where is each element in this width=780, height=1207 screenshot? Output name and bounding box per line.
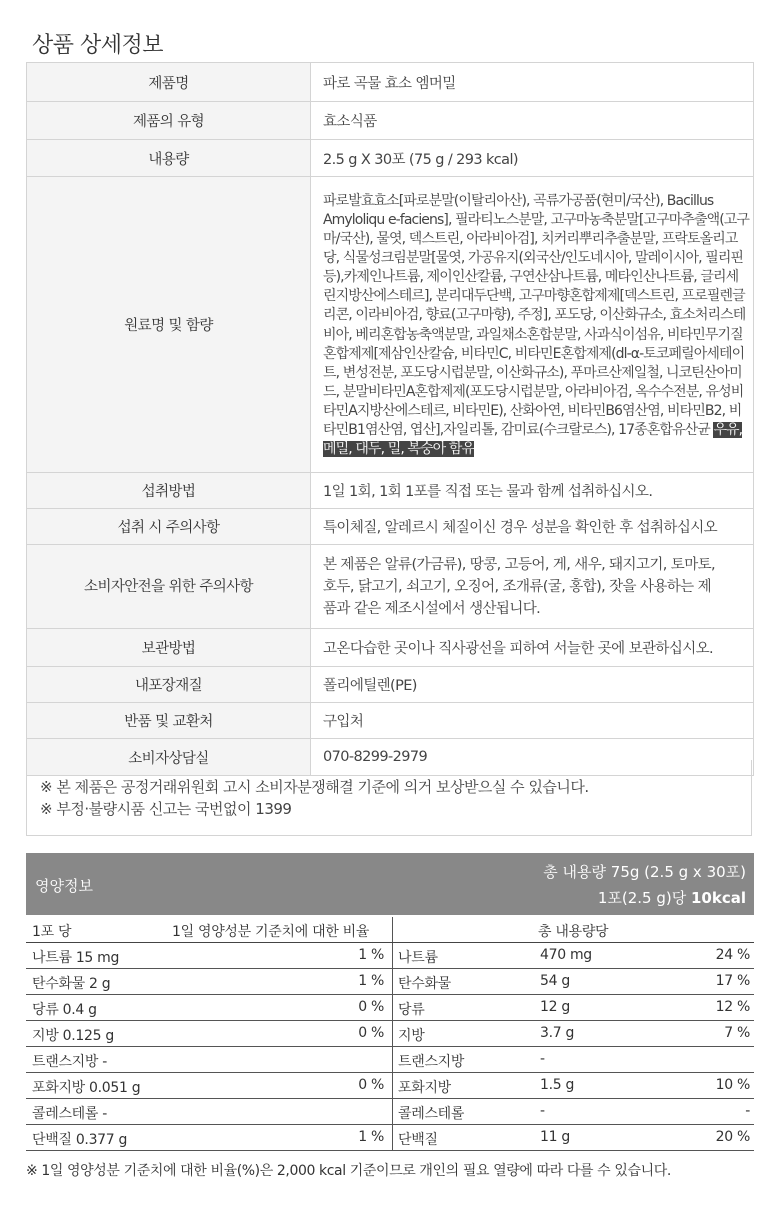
detail-row (27, 509, 754, 545)
row-label: 섭취 시 주의사항 (27, 509, 311, 545)
row-label: 제품명 (27, 63, 311, 102)
nutrition-row (26, 995, 754, 1021)
left-header-ratio: 1일 영양성분 기준치에 대한 비율 (172, 924, 370, 940)
detail-row (27, 473, 754, 509)
nutrient-amount: - (540, 1103, 545, 1119)
serving-nutrient: 탄수화물 2 g (32, 976, 111, 992)
nutrient-amount: 3.7 g (540, 1025, 575, 1041)
detail-row (27, 667, 754, 703)
nutrient-name: 트랜스지방 (398, 1054, 465, 1070)
kcal-value: 10kcal (690, 889, 746, 907)
row-value: 구입처 (311, 703, 754, 739)
detail-row (27, 102, 754, 140)
nutrient-percent: 24 % (715, 947, 750, 963)
nutrition-table (26, 917, 754, 1151)
row-value: 2.5 g X 30포 (75 g / 293 kcal) (311, 140, 754, 177)
nutrient-percent: 7 % (724, 1025, 750, 1041)
detail-row (27, 63, 754, 102)
row-label: 내포장재질 (27, 667, 311, 703)
notice-box (26, 760, 752, 836)
nutrient-name: 단백질 (398, 1132, 438, 1148)
nutrient-percent: 17 % (715, 973, 750, 989)
nutrient-name: 탄수화물 (398, 976, 451, 992)
row-label: 보관방법 (27, 629, 311, 667)
nutrition-row (26, 1099, 754, 1125)
row-label: 내용량 (27, 140, 311, 177)
nutrition-row (26, 1047, 754, 1073)
row-value: 1일 1회, 1회 1포를 직접 또는 물과 함께 섭취하십시오. (311, 473, 754, 509)
ingredients-text: 파로발효효소[파로분말(이탈리아산), 곡류가공품(현미/국산), Bacillus Amyloliqu e-faciens], 필라티노스분말, 고구마농축분말[고구마추출액(고구마/국산), 물엿, 덱스트린, 아라비아검], 치커리뿌리추출분말, 프락토올리고당, 식물성크림분말[물엿, 가공유지(외국산/인도네시아, 말레이시아, 필리핀 등),카제인나트륨, 제이인산칼륨, 구연산삼나트륨, 메타인산나트륨, 글리세린지방산에스테르], 분리대두단백, 고구마향혼합제제[덱스트린, 프로필렌글리콘, 이라비아검, 향료(고구마향), 주정], 포도당, 이산화규소, 효소처리스테비아, 베리혼합농축액분말, 과일채소혼합분말, 사과식이섬유, 비타민무기질혼합제제[제삼인산칼슘, 비타민C, 비타민E혼합제제(dl-α-토코페릴아세테이트, 변성전분, 포도당시럽분말, 이산화규소), 푸마르산제일철, 니코틴산아미드, 분말비타민A혼합제제(포도당시럽분말, 아라비아검, 옥수수전분, 유성비타민A지방산에스테르, 비타민E), 산화아연, 비타민B6염산염, 비타민B2, 비타민B1염산염, 엽산],자일리톨, 감미료(수크랄로스), 17종혼합유산균 (323, 192, 749, 438)
serving-nutrient: 나트륨 15 mg (32, 950, 120, 966)
nutrient-name: 포화지방 (398, 1080, 451, 1096)
product-detail-table (26, 62, 754, 776)
ingredients-value (311, 177, 754, 473)
row-value: 폴리에틸렌(PE) (311, 667, 754, 703)
nutrient-amount: 470 mg (540, 947, 592, 963)
row-value: 본 제품은 알류(가금류), 땅콩, 고등어, 게, 새우, 돼지고기, 토마토, 호두, 닭고기, 쇠고기, 오징어, 조개류(굴, 홍합), 잣을 사용하는 제품과 같은 제조시설에서 생산됩니다. (311, 545, 754, 629)
notice-line: ※ 본 제품은 공정거래위원회 고시 소비자분쟁해결 기준에 의거 보상받으실 수 있습니다. (40, 778, 589, 796)
serving-nutrient: 단백질 0.377 g (32, 1132, 128, 1148)
row-label: 제품의 유형 (27, 102, 311, 140)
detail-row (27, 545, 754, 629)
nutrient-amount: - (540, 1051, 545, 1067)
nutrition-row (26, 943, 754, 969)
nutrition-table-header (26, 917, 754, 943)
serving-percent: 1 % (358, 973, 384, 989)
detail-row (27, 703, 754, 739)
right-header: 총 내용량당 (538, 924, 609, 940)
detail-row (27, 177, 754, 473)
serving-percent: 1 % (358, 947, 384, 963)
nutrition-row (26, 1073, 754, 1099)
serving-nutrient: 콜레스테롤 - (32, 1106, 108, 1122)
row-value: 파로 곡물 효소 엠머밀 (311, 63, 754, 102)
nutrient-percent: 20 % (715, 1129, 750, 1145)
per-serving-text: 1포(2.5 g)당 (597, 889, 687, 907)
nutrition-rows (26, 943, 754, 1151)
detail-row (27, 140, 754, 177)
row-label: 소비자안전을 위한 주의사항 (27, 545, 311, 629)
serving-percent: 0 % (358, 999, 384, 1015)
nutrition-per-serving (598, 887, 746, 908)
nutrition-total: 총 내용량 75g (2.5 g x 30포) (543, 863, 746, 881)
serving-nutrient: 당류 0.4 g (32, 1002, 97, 1018)
serving-percent: 1 % (358, 1129, 384, 1145)
serving-percent: 0 % (358, 1077, 384, 1093)
row-value: 070-8299-2979 (311, 739, 754, 776)
nutrient-amount: 54 g (540, 973, 570, 989)
allergen-highlight: 우유, 메밀, 대두, 밀, 복숭아 함유 (323, 421, 743, 458)
serving-nutrient: 트랜스지방 - (32, 1054, 108, 1070)
nutrient-percent: - (745, 1103, 750, 1119)
serving-nutrient: 지방 0.125 g (32, 1028, 114, 1044)
nutrition-title: 영양정보 (35, 877, 93, 895)
row-label: 섭취방법 (27, 473, 311, 509)
detail-row (27, 629, 754, 667)
row-label: 소비자상담실 (27, 739, 311, 776)
nutrition-row (26, 969, 754, 995)
nutrition-row (26, 1021, 754, 1047)
nutrient-amount: 12 g (540, 999, 570, 1015)
left-header: 1포 당 (32, 924, 72, 940)
row-value: 효소식품 (311, 102, 754, 140)
nutrition-row (26, 1125, 754, 1151)
nutrition-header (26, 853, 754, 915)
nutrient-name: 지방 (398, 1028, 425, 1044)
nutrient-percent: 10 % (715, 1077, 750, 1093)
serving-percent: 0 % (358, 1025, 384, 1041)
nutrient-name: 당류 (398, 1002, 425, 1018)
row-label: 원료명 및 함량 (27, 177, 311, 473)
section-title: 상품 상세정보 (32, 33, 164, 58)
row-value: 특이체질, 알레르시 체질이신 경우 성분을 확인한 후 섭취하십시오 (311, 509, 754, 545)
nutrient-percent: 12 % (715, 999, 750, 1015)
serving-nutrient: 포화지방 0.051 g (32, 1080, 141, 1096)
nutrient-amount: 11 g (540, 1129, 570, 1145)
footnote: ※ 1일 영양성분 기준치에 대한 비율(%)은 2,000 kcal 기준이므로 개인의 필요 열량에 따라 다를 수 있습니다. (26, 1163, 671, 1179)
notice-line: ※ 부정·불량시품 신고는 국번없이 1399 (40, 800, 292, 818)
nutrient-amount: 1.5 g (540, 1077, 575, 1093)
nutrient-name: 나트륨 (398, 950, 438, 966)
row-label: 반품 및 교환처 (27, 703, 311, 739)
row-value: 고온다습한 곳이나 직사광선을 피하여 서늘한 곳에 보관하십시오. (311, 629, 754, 667)
nutrient-name: 콜레스테롤 (398, 1106, 465, 1122)
